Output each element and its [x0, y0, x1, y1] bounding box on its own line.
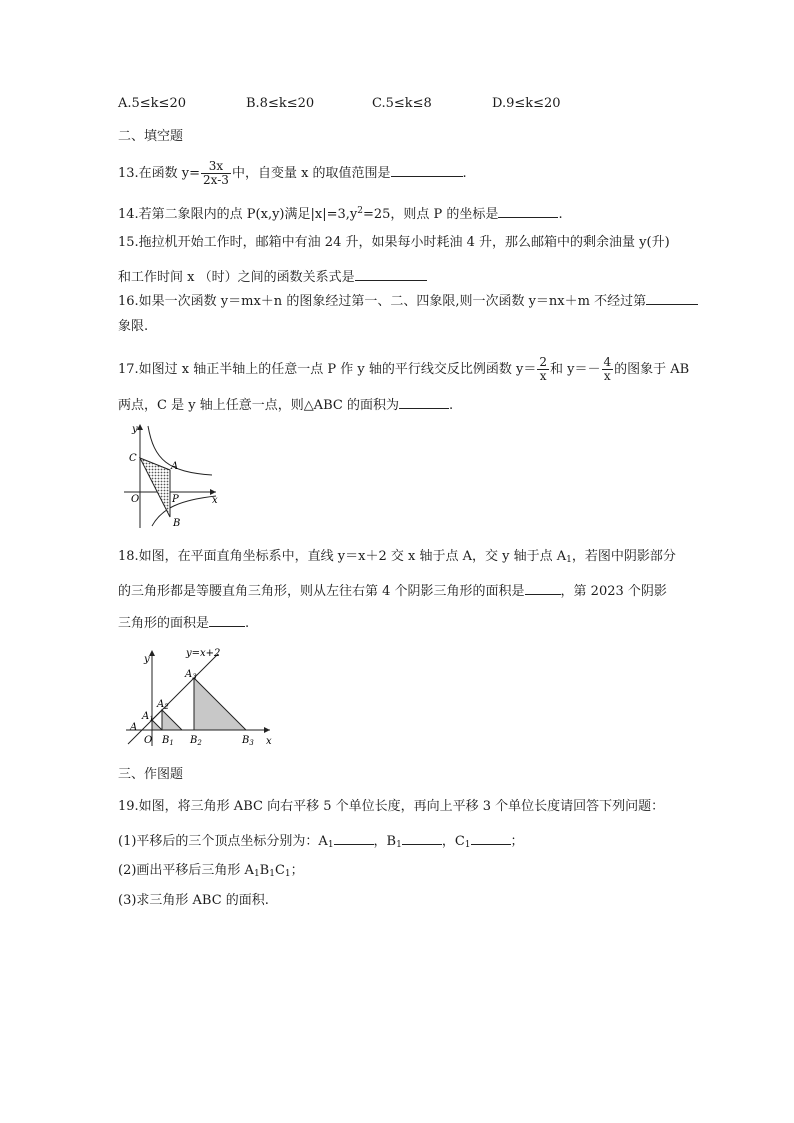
- q17-text-2: 和 y＝－: [550, 362, 601, 377]
- fig18-hidden-guide: [182, 678, 194, 730]
- fig18-label-a3: $A_3$: [185, 669, 197, 681]
- q17-f2-denominator: x: [603, 369, 611, 383]
- q18-answer-blank-2[interactable]: [209, 612, 245, 627]
- q19-p1-text-c: ，C: [441, 834, 465, 849]
- q16-answer-blank[interactable]: [646, 290, 698, 305]
- q18-text-2: ，若图中阴影部分: [571, 549, 676, 564]
- fig18-y-arrow-icon: [149, 650, 155, 656]
- fig18-label-b3: $B_3$: [242, 735, 254, 747]
- q17-f1-numerator: 2: [539, 355, 548, 369]
- fig18-shaded-triangle-3: [194, 678, 246, 730]
- q16-text: 16.如果一次函数 y＝mx＋n 的图象经过第一、二、四象限,则一次函数 y＝nx＋m 不经过第: [118, 294, 647, 309]
- fig18-label-y: y: [144, 654, 150, 665]
- q15-text: 和工作时间 x （时）之间的函数关系式是: [118, 270, 355, 285]
- fig17-label-x: x: [212, 495, 218, 506]
- fig18-line-label: y=x+2: [186, 648, 221, 659]
- q17-f1-denominator: x: [539, 369, 547, 383]
- fig17-shaded-triangle: [140, 458, 170, 517]
- fig17-label-o: O: [131, 494, 140, 505]
- figure-18: [120, 644, 280, 750]
- q19-p2-sub-1: 1: [253, 869, 260, 879]
- q14-text-2: =25，则点 P 的坐标是: [362, 207, 499, 222]
- q13-fraction: [201, 160, 231, 187]
- question-18-line-2: [118, 580, 667, 601]
- question-19-stem: 19.如图，将三角形 ABC 向右平移 5 个单位长度，再向上平移 3 个单位长度请回答下列问题：: [118, 799, 665, 814]
- q14-text-1: 14.若第二象限内的点 P(x,y)满足|x|=3,y: [118, 207, 358, 222]
- q19-p1-sub-2: 1: [396, 840, 402, 850]
- q17-text-1: 17.如图过 x 轴正半轴上的任意一点 P 作 y 轴的平行线交反比例函数 y＝: [118, 362, 537, 377]
- fig18-label-a: A: [130, 722, 138, 733]
- q14-answer-blank[interactable]: [498, 203, 558, 218]
- fig18-shaded-triangle-2: [162, 710, 182, 730]
- fig17-label-c: C: [129, 453, 137, 464]
- question-14: [118, 202, 563, 224]
- q19-p2-text-b: B: [259, 863, 270, 878]
- option-a: A.5≤k≤20: [118, 96, 186, 111]
- fig17-label-b: B: [173, 518, 181, 529]
- fig18-label-a1: $A_1$: [142, 711, 154, 723]
- q19-p1-sub-1: 1: [327, 840, 334, 850]
- q19-p2-sub-3: 1: [284, 869, 291, 879]
- q19-p2-text-c: C: [274, 863, 285, 878]
- q13-numerator: 3x: [201, 160, 231, 174]
- q19-b1-blank[interactable]: [402, 830, 442, 845]
- question-13: [118, 160, 467, 187]
- fig18-x-arrow-icon: [264, 727, 270, 733]
- question-15-line-1: 15.拖拉机开始工作时，邮箱中有油 24 升，如果每小时耗油 4 升，那么邮箱中的剩余油量 y(升): [118, 235, 670, 250]
- fig17-label-y: y: [132, 424, 138, 435]
- q19-p2-text-a: (2)画出平移后三角形 A: [118, 863, 254, 878]
- q13-answer-blank[interactable]: [391, 162, 463, 177]
- q19-p2-end: ；: [290, 863, 304, 878]
- fig18-label-x: x: [266, 736, 272, 747]
- q13-prefix: 13.在函数 y=: [118, 166, 201, 181]
- q19-p1-text-b: ，B: [373, 834, 397, 849]
- figure-17: [118, 420, 224, 532]
- q19-p1-end: ；: [510, 834, 524, 849]
- question-17-line-1: [118, 356, 689, 383]
- fig17-y-arrow-icon: [137, 424, 143, 430]
- q14-end: .: [558, 207, 563, 222]
- fig18-label-b1: $B_1$: [162, 735, 174, 747]
- q19-p2-sub-2: 1: [269, 869, 275, 879]
- q18-answer-blank-1[interactable]: [525, 580, 561, 595]
- section-3-title: 三、作图题: [118, 767, 184, 782]
- q18-text-4: ，第 2023 个阴影: [560, 584, 667, 599]
- q19-c1-blank[interactable]: [471, 830, 511, 845]
- question-16-line-1: [118, 290, 698, 311]
- q19-a1-blank[interactable]: [334, 830, 374, 845]
- q18-text-3: 的三角形都是等腰直角三角形，则从左往右第 4 个阴影三角形的面积是: [118, 584, 525, 599]
- q19-p1-text-a: (1)平移后的三个顶点坐标分别为：A: [118, 834, 328, 849]
- q18-text-1: 18.如图，在平面直角坐标系中，直线 y＝x＋2 交 x 轴于点 A，交 y 轴于点 A: [118, 549, 567, 564]
- q17-f2-numerator: 4: [603, 355, 612, 369]
- question-17-line-2: [118, 394, 453, 415]
- q17-fraction-1: [537, 356, 549, 383]
- q14-superscript: 2: [357, 206, 363, 216]
- q13-suffix: 中，自变量 x 的取值范围是: [231, 166, 391, 181]
- option-d: D.9≤k≤20: [492, 96, 561, 111]
- q15-answer-blank[interactable]: [355, 266, 427, 281]
- q19-p1-sub-3: 1: [464, 840, 471, 850]
- section-2-title: 二、填空题: [118, 129, 184, 144]
- q13-end: .: [462, 166, 467, 181]
- q17-text-3: 的图象于 AB: [614, 362, 690, 377]
- question-18-line-3: [118, 612, 249, 633]
- question-19-part-2: [118, 862, 304, 883]
- fig18-label-a2: $A_2$: [157, 699, 169, 711]
- q18-end: .: [245, 616, 250, 631]
- q17-end: .: [448, 398, 454, 413]
- question-16-line-2: 象限.: [118, 319, 149, 334]
- option-c: C.5≤k≤8: [372, 96, 432, 111]
- fig17-label-p: P: [172, 494, 179, 505]
- q17-fraction-2: [602, 356, 614, 383]
- q18-sub: 1: [566, 555, 572, 565]
- question-18-line-1: [118, 548, 676, 569]
- q17-answer-blank[interactable]: [399, 394, 449, 409]
- fig17-label-a: A: [171, 461, 179, 472]
- fig18-label-o: O: [144, 735, 153, 746]
- question-19-part-3: (3)求三角形 ABC 的面积.: [118, 893, 269, 908]
- question-15-line-2: [118, 266, 427, 287]
- q17-text-4: 两点，C 是 y 轴上任意一点，则△ABC 的面积为: [118, 398, 399, 413]
- question-19-part-1: [118, 830, 524, 854]
- q13-denominator: 2x-3: [203, 173, 229, 187]
- option-b: B.8≤k≤20: [246, 96, 315, 111]
- fig18-label-b2: $B_2$: [190, 735, 202, 747]
- q18-text-5: 三角形的面积是: [118, 616, 210, 631]
